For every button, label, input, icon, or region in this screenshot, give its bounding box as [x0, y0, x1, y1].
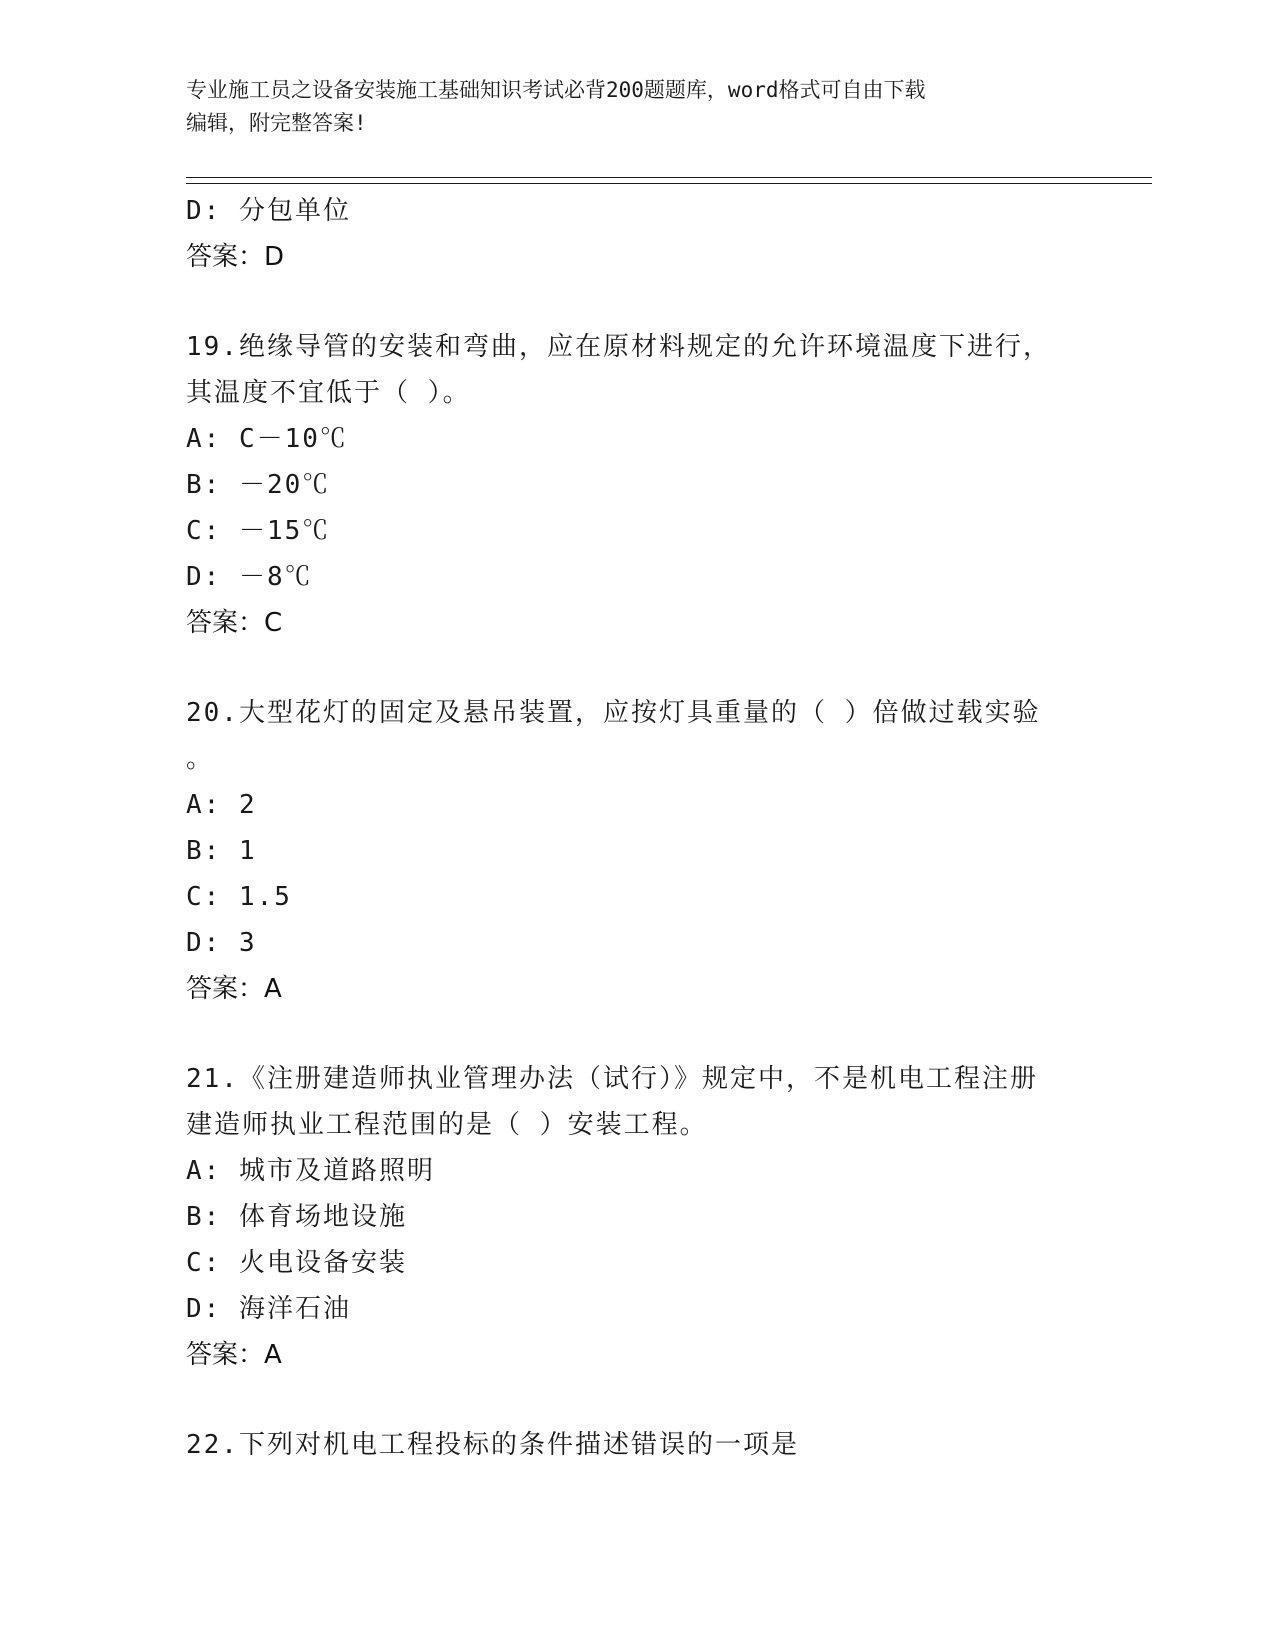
option-c: C: 1.5	[186, 882, 292, 912]
header-divider	[186, 177, 1152, 184]
question-stem: 19.绝缘导管的安装和弯曲，应在原材料规定的允许环境温度下进行，	[186, 332, 1051, 362]
option-a: A: C－10℃	[186, 424, 348, 454]
answer: 答案：D	[186, 242, 285, 272]
answer: 答案：A	[186, 1340, 282, 1370]
question-stem-continued: 。	[186, 744, 215, 774]
question-stem-continued: 建造师执业工程范围的是（ ）安装工程。	[186, 1110, 708, 1140]
option-c: C: 火电设备安装	[186, 1248, 407, 1278]
question-stem-continued: 其温度不宜低于（ ）。	[186, 378, 471, 408]
answer: 答案：C	[186, 608, 283, 638]
question-20	[186, 690, 1086, 1012]
spacer	[186, 1378, 1086, 1422]
option-d: D: 分包单位	[186, 196, 351, 226]
option-b: B: 1	[186, 836, 257, 866]
question-stem: 22.下列对机电工程投标的条件描述错误的一项是	[186, 1430, 799, 1460]
option-d: D: 3	[186, 928, 257, 958]
question-19	[186, 324, 1086, 646]
option-d: D: －8℃	[186, 562, 313, 592]
question-stem: 21.《注册建造师执业管理办法（试行）》规定中，不是机电工程注册	[186, 1064, 1038, 1094]
document-body	[186, 188, 1086, 1468]
header-title-line-2: 编辑，附完整答案!	[186, 111, 367, 135]
question-18-tail	[186, 188, 1086, 280]
option-d: D: 海洋石油	[186, 1294, 351, 1324]
option-c: C: －15℃	[186, 516, 331, 546]
option-b: B: －20℃	[186, 470, 331, 500]
option-b: B: 体育场地设施	[186, 1202, 407, 1232]
spacer	[186, 1012, 1086, 1056]
spacer	[186, 646, 1086, 690]
question-21	[186, 1056, 1086, 1378]
question-22	[186, 1422, 1086, 1468]
spacer	[186, 280, 1086, 324]
option-a: A: 2	[186, 790, 257, 820]
question-stem: 20.大型花灯的固定及悬吊装置，应按灯具重量的（ ）倍做过载实验	[186, 698, 1041, 728]
answer: 答案：A	[186, 974, 282, 1004]
header-title-line-1: 专业施工员之设备安装施工基础知识考试必背200题题库，word格式可自由下载	[186, 78, 926, 102]
page-header	[186, 74, 1086, 140]
option-a: A: 城市及道路照明	[186, 1156, 435, 1186]
